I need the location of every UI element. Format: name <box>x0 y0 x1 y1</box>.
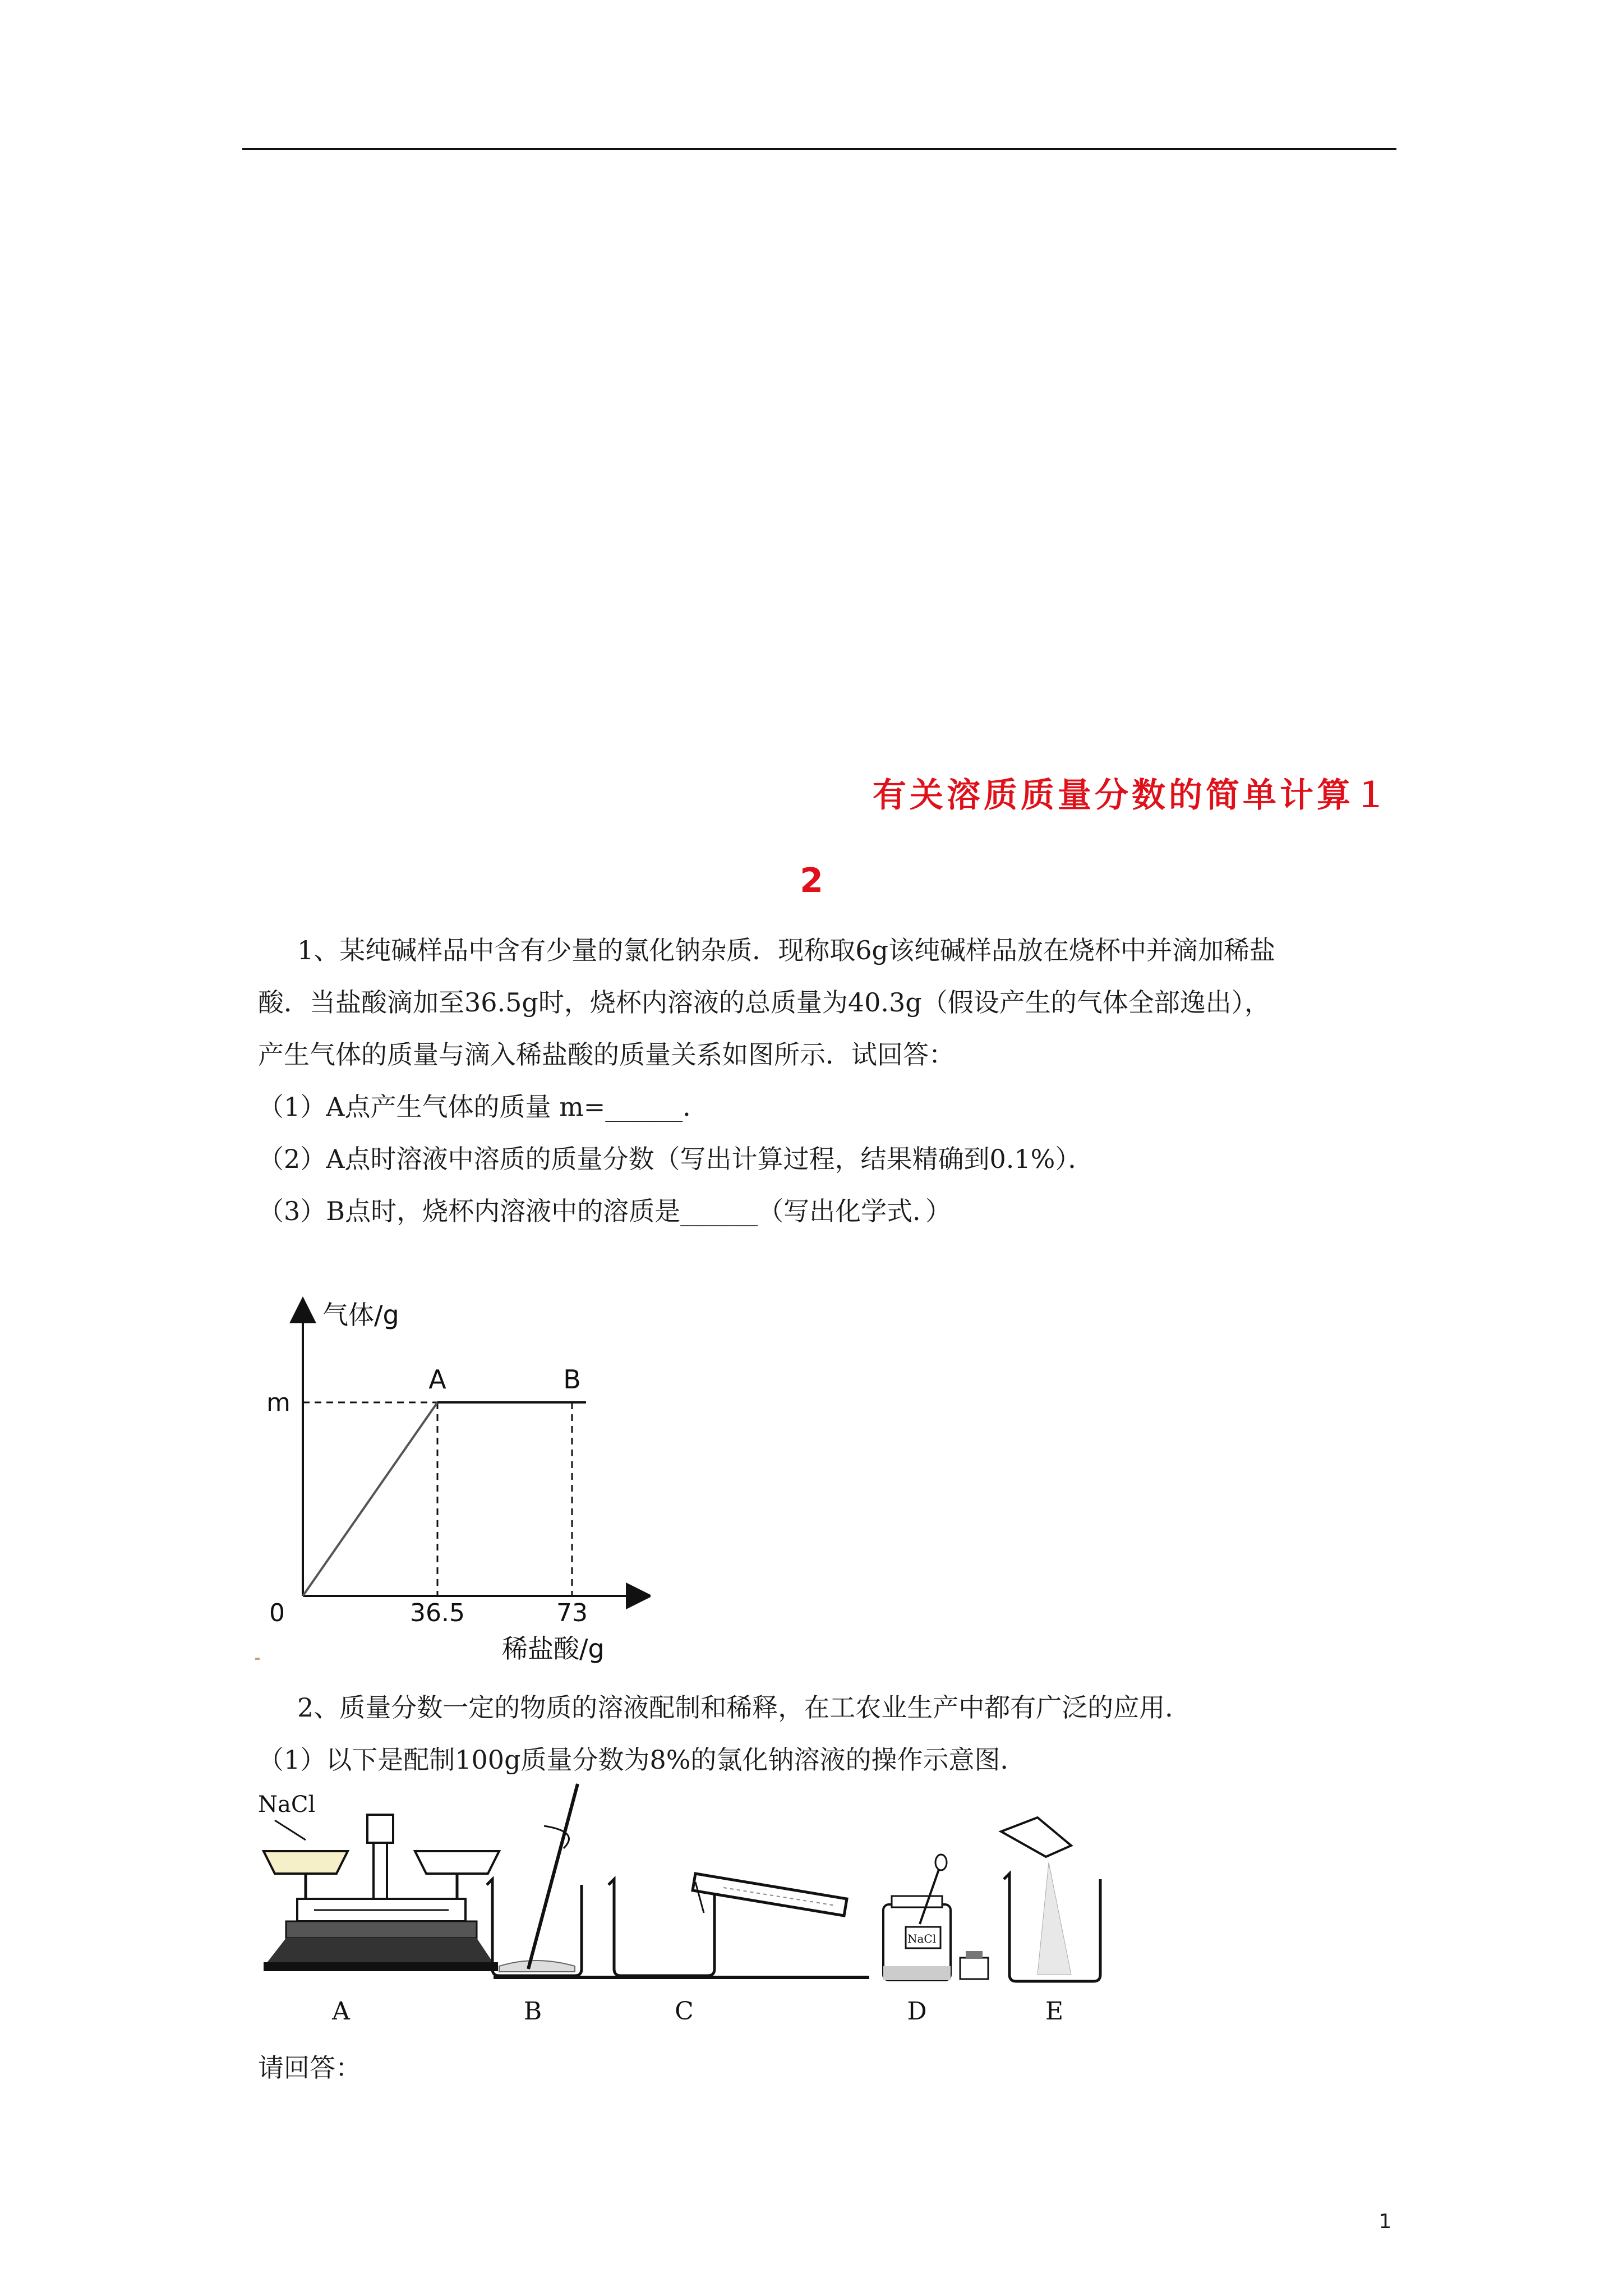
answer-prompt: 请回答： <box>258 2053 361 2083</box>
x-tick-label-73: 73 <box>556 1599 588 1627</box>
question-1-line: 1、某纯碱样品中含有少量的氯化钠杂质．现称取6g该纯碱样品放在烧杯中并滴加稀盐 <box>297 935 1275 965</box>
question-1-line: 产生气体的质量与滴入稀盐酸的质量关系如图所示．试回答： <box>258 1039 955 1070</box>
beaker-with-paper-illustration <box>1001 1818 1100 1981</box>
beaker-with-rod-illustration <box>487 1784 582 1976</box>
step-label-a: A <box>332 1997 350 2026</box>
header-rule <box>242 148 1396 150</box>
bottle-label: NaCl <box>907 1932 937 1945</box>
solution-preparation-figure <box>252 1773 1127 2031</box>
y-tick-label-m: m <box>266 1388 291 1417</box>
question-1-line: 酸．当盐酸滴加至36.5g时，烧杯内溶液的总质量为40.3g（假设产生的气体全部逸出）， <box>258 987 1270 1018</box>
reagent-bottle-illustration <box>883 1855 988 1980</box>
x-axis-label: 稀盐酸/g <box>502 1634 605 1664</box>
balance-illustration <box>258 1792 499 1971</box>
document-title: 有关溶质质量分数的简单计算１ <box>873 776 1391 815</box>
gas-vs-acid-chart <box>247 1285 651 1677</box>
series-line <box>303 1402 437 1596</box>
step-label-c: C <box>675 1997 694 2026</box>
page-number: 1 <box>1378 2210 1392 2233</box>
origin-label: 0 <box>269 1599 285 1627</box>
question-1-sub-1: （1）A点产生气体的质量 m=______． <box>258 1092 709 1122</box>
x-tick-label-36-5: 36.5 <box>410 1599 465 1627</box>
nacl-label: NaCl <box>258 1792 316 1818</box>
question-1-sub-3: （3）B点时，烧杯内溶液中的溶质是______（写出化学式．） <box>258 1196 952 1226</box>
question-2-line-2: （1）以下是配制100g质量分数为8%的氯化钠溶液的操作示意图． <box>258 1745 1026 1775</box>
document-title-continued: 2 <box>800 861 823 900</box>
step-label-d: D <box>907 1997 927 2026</box>
point-label-a: A <box>428 1364 446 1395</box>
pouring-cylinder-illustration <box>608 1874 847 1976</box>
point-label-b: B <box>563 1364 581 1395</box>
step-label-e: E <box>1045 1997 1064 2026</box>
question-2-line-1: 2、质量分数一定的物质的溶液配制和稀释，在工农业生产中都有广泛的应用． <box>297 1692 1191 1723</box>
question-1-sub-2: （2）A点时溶液中溶质的质量分数（写出计算过程，结果精确到0.1%）． <box>258 1144 1094 1174</box>
y-axis-label: 气体/g <box>322 1300 399 1330</box>
step-label-b: B <box>523 1997 542 2026</box>
stray-mark <box>255 1658 260 1660</box>
